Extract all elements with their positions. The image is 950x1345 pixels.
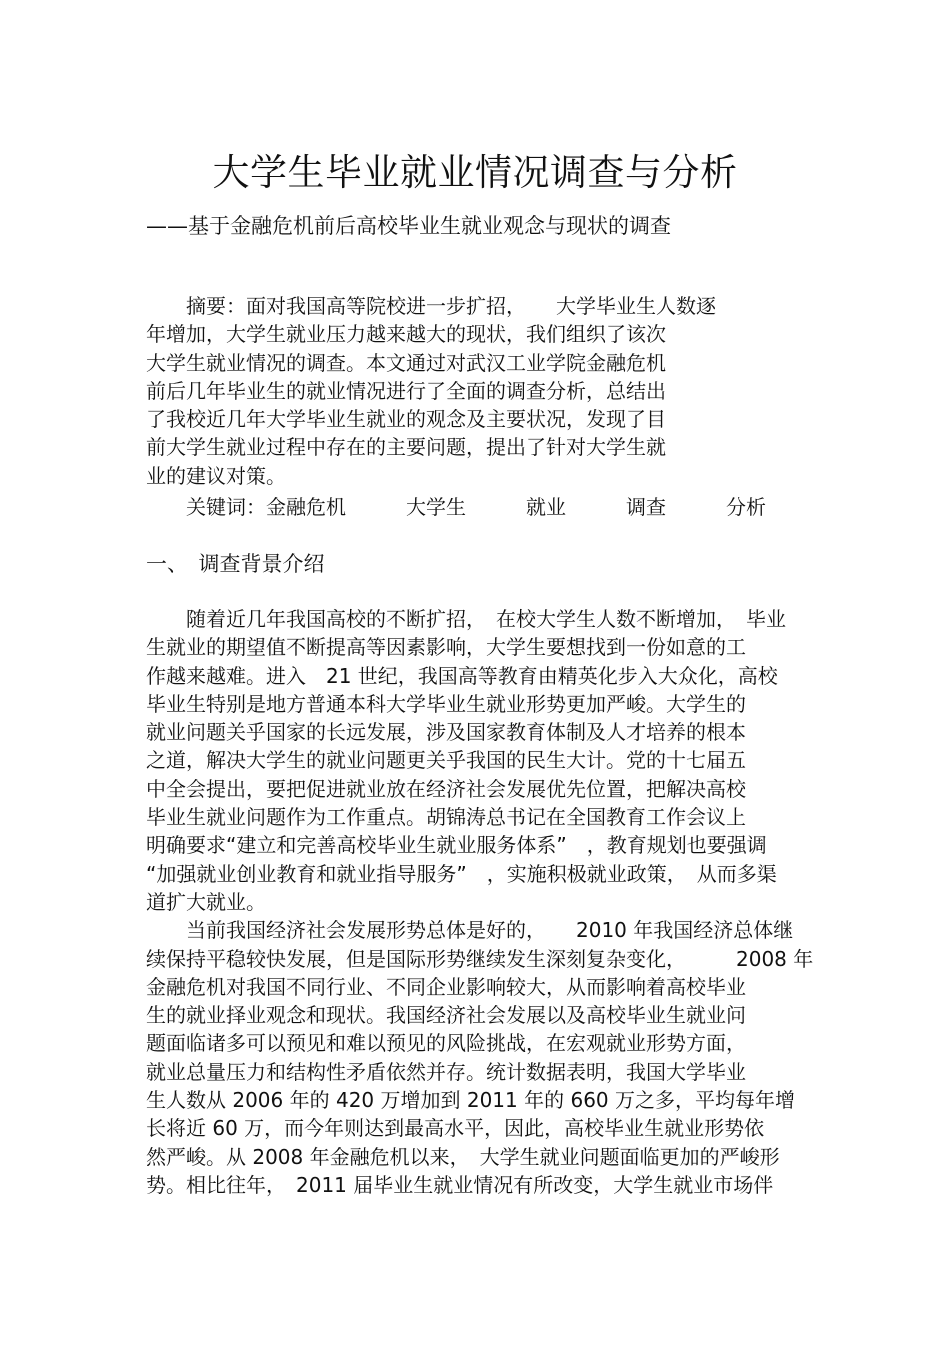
body-line: 毕业生特别是地方普通本科大学毕业生就业形势更加严峻。大学生的 xyxy=(146,691,746,716)
abstract xyxy=(146,292,716,490)
body-line: 之道，解决大学生的就业问题更关乎我国的民生大计。党的十七届五 xyxy=(146,748,746,773)
document-subtitle: ——基于金融危机前后高校毕业生就业观念与现状的调查 xyxy=(146,214,671,238)
body-line: 生就业的期望值不断提高等因素影响，大学生要想找到一份如意的工 xyxy=(146,635,746,660)
keywords xyxy=(146,493,766,521)
body-line: 金融危机对我国不同行业、不同企业影响较大，从而影响着高校毕业 xyxy=(146,974,746,999)
body-line: 就业总量压力和结构性矛盾依然并存。统计数据表明，我国大学毕业 xyxy=(146,1059,746,1084)
body-line: 势。相比往年， 2011 届毕业生就业情况有所改变，大学生就业市场伴 xyxy=(146,1172,774,1197)
abstract-line: 年增加，大学生就业压力越来越大的现状，我们组织了该次 xyxy=(146,322,666,347)
keywords-line: 关键词：金融危机 大学生 就业 调查 分析 xyxy=(186,495,766,519)
abstract-line: 了我校近几年大学毕业生就业的观念及主要状况，发现了目 xyxy=(146,407,666,432)
document-title: 大学生毕业就业情况调查与分析 xyxy=(212,151,738,194)
body-line: 随着近几年我国高校的不断扩招， 在校大学生人数不断增加， 毕业 xyxy=(186,607,786,631)
section1-heading: 一、 调查背景介绍 xyxy=(146,552,325,576)
body-line: 生的就业择业观念和现状。我国经济社会发展以及高校毕业生就业问 xyxy=(146,1003,746,1028)
body-line: 就业问题关乎国家的长远发展，涉及国家教育体制及人才培养的根本 xyxy=(146,720,746,745)
body-line: 当前我国经济社会发展形势总体是好的， 2010 年我国经济总体继 xyxy=(186,918,794,943)
abstract-line: 前后几年毕业生的就业情况进行了全面的调查分析，总结出 xyxy=(146,378,666,403)
body-line: 长将近 60 万，而今年则达到最高水平，因此，高校毕业生就业形势依 xyxy=(146,1116,765,1141)
body-line: 然严峻。从 2008 年金融危机以来， 大学生就业问题面临更加的严峻形 xyxy=(146,1144,780,1169)
body-line: 作越来越难。进入 21 世纪，我国高等教育由精英化步入大众化，高校 xyxy=(146,663,778,688)
section-heading xyxy=(146,549,325,579)
body-line: 生人数从 2006 年的 420 万增加到 2011 年的 660 万之多，平均每年增 xyxy=(146,1088,796,1113)
abstract-line: 摘要：面对我国高等院校进一步扩招， 大学毕业生人数逐 xyxy=(186,294,716,318)
abstract-line: 大学生就业情况的调查。本文通过对武汉工业学院金融危机 xyxy=(146,350,666,375)
body-line: 中全会提出，要把促进就业放在经济社会发展优先位置，把解决高校 xyxy=(146,776,746,801)
abstract-line: 业的建议对策。 xyxy=(146,463,286,488)
body-text xyxy=(146,605,813,1199)
body-line: 毕业生就业问题作为工作重点。胡锦涛总书记在全国教育工作会议上 xyxy=(146,805,746,830)
body-line: 明确要求“建立和完善高校毕业生就业服务体系” ，教育规划也要强调 xyxy=(146,833,767,858)
body-line: 题面临诸多可以预见和难以预见的风险挑战，在宏观就业形势方面， xyxy=(146,1031,746,1056)
body-line: 道扩大就业。 xyxy=(146,889,266,914)
abstract-line: 前大学生就业过程中存在的主要问题，提出了针对大学生就 xyxy=(146,435,666,460)
body-line: “加强就业创业教育和就业指导服务” ，实施积极就业政策， 从而多渠 xyxy=(146,861,777,886)
body-line: 续保持平稳较快发展，但是国际形势继续发生深刻复杂变化， 2008 年 xyxy=(146,946,814,971)
